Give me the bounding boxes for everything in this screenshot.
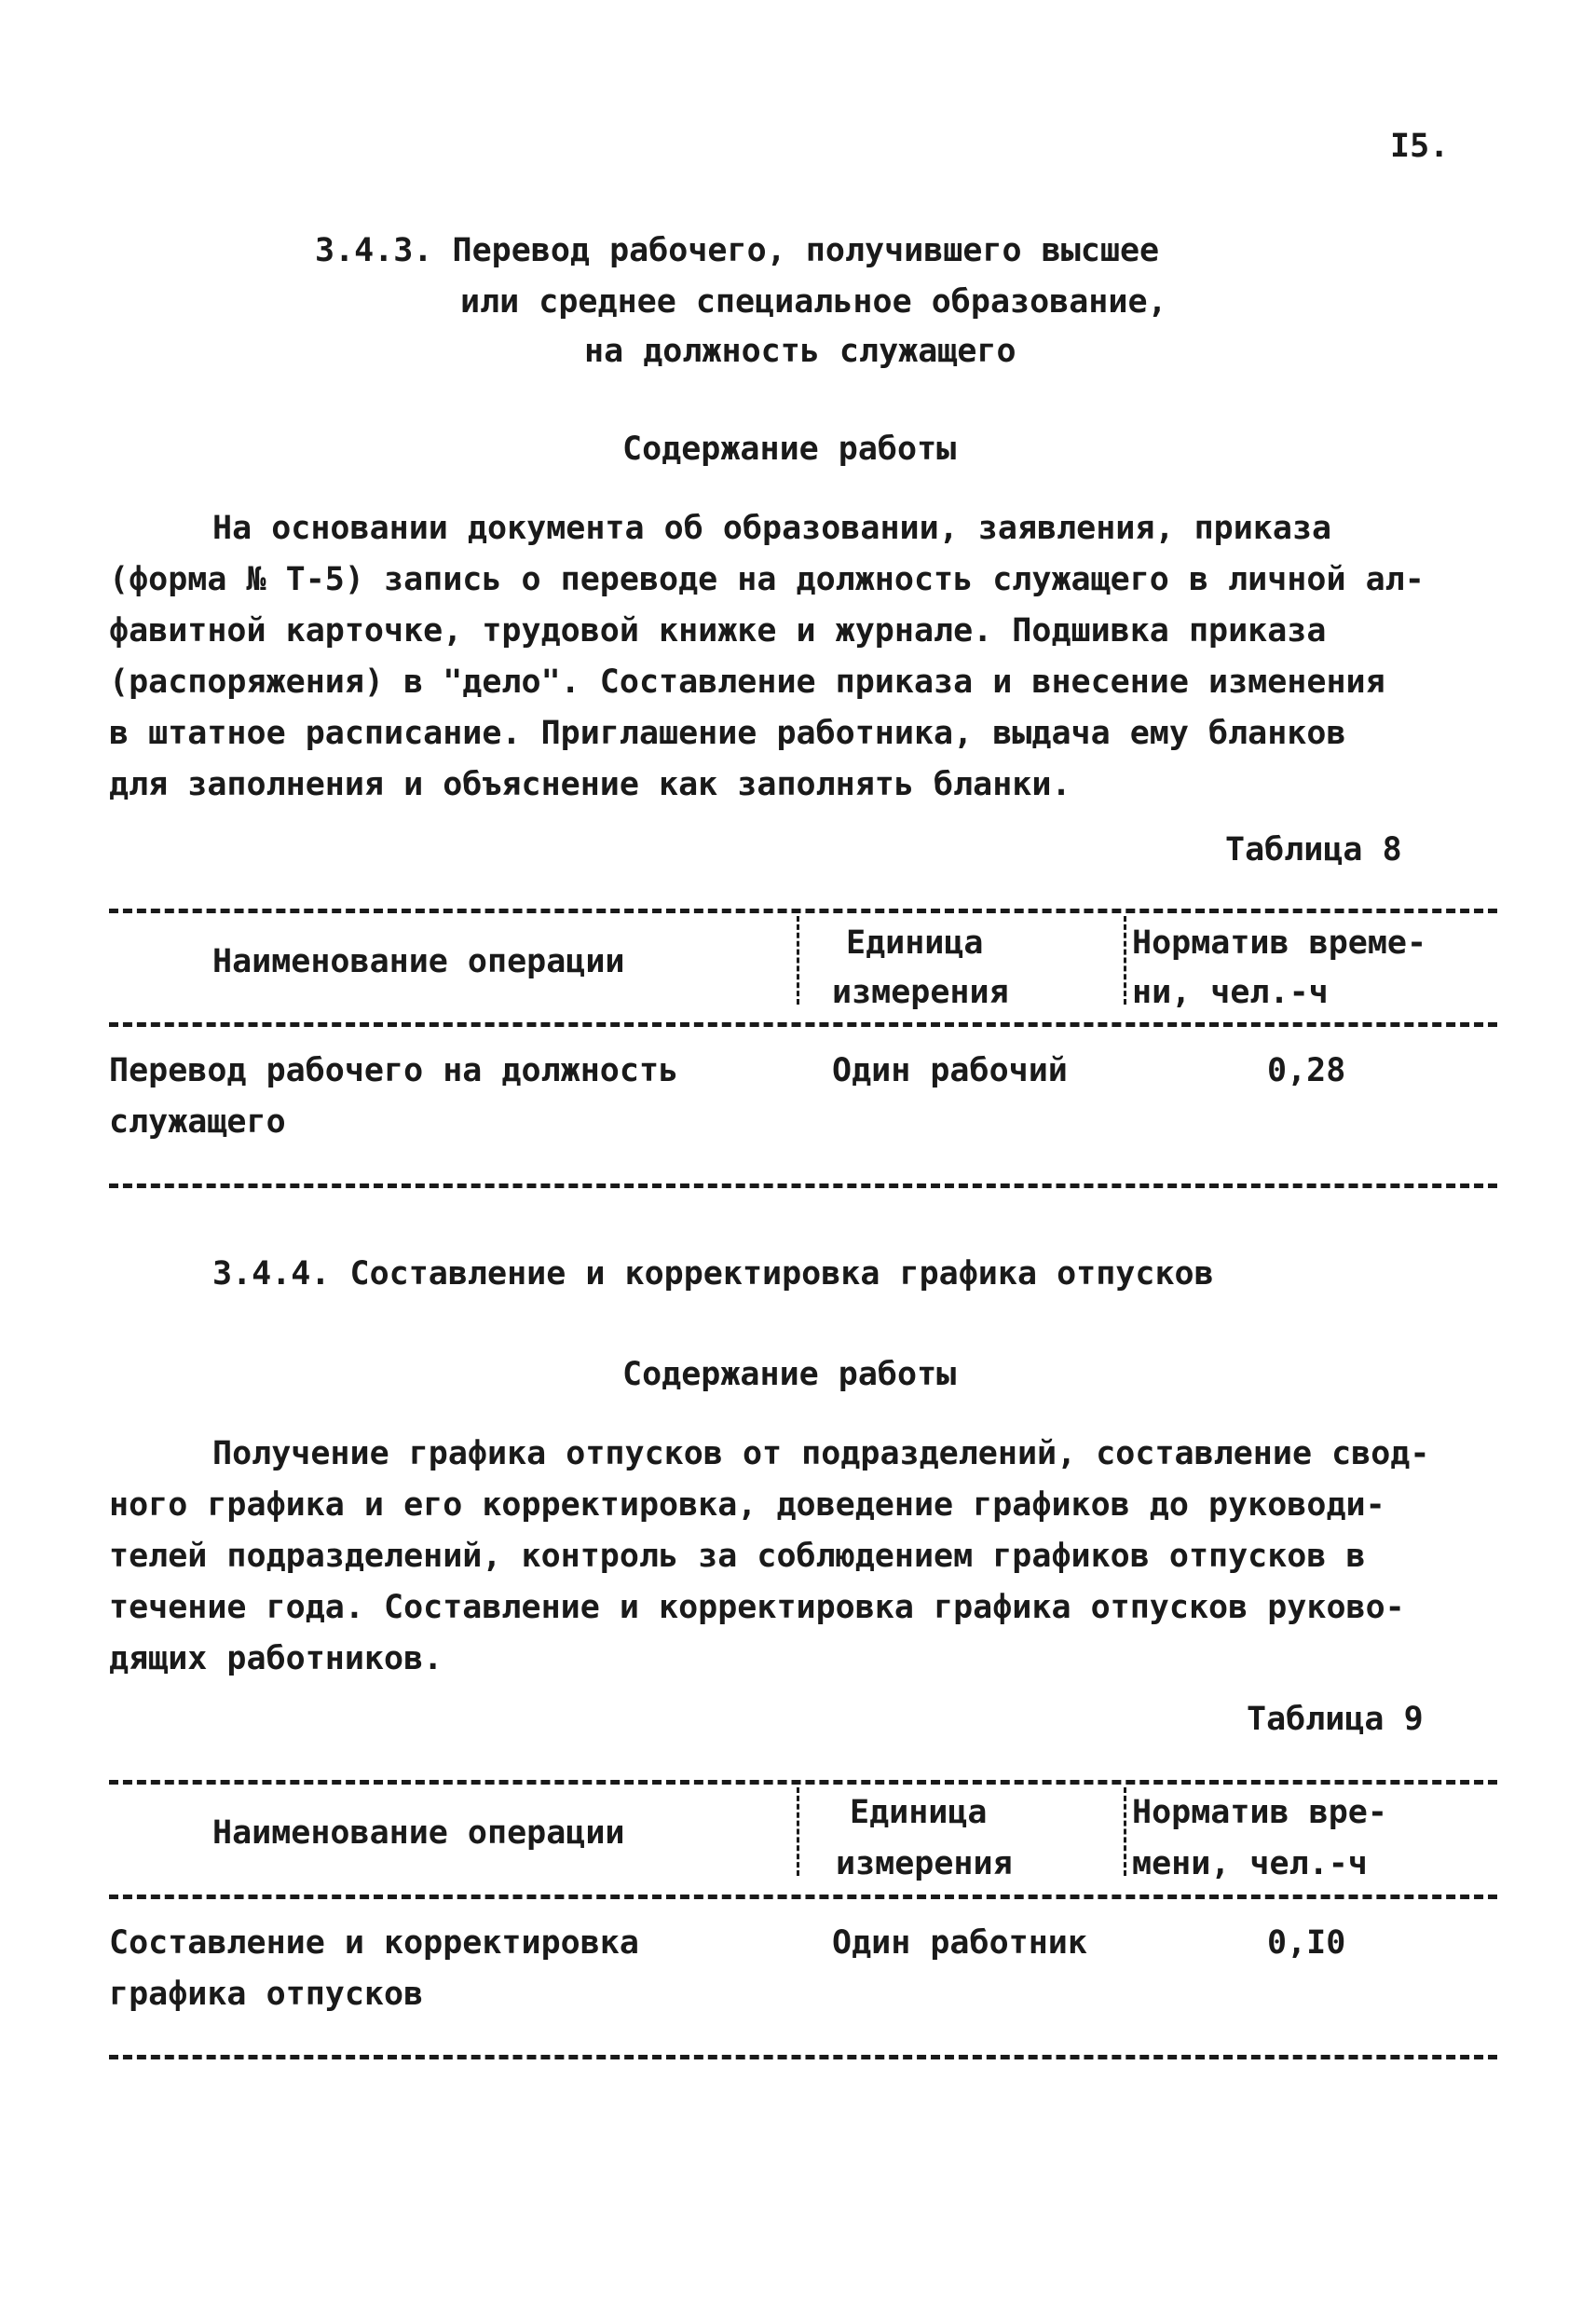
table-8-column-divider — [797, 916, 799, 1005]
table-8-row-operation-line2: служащего — [109, 1103, 286, 1141]
section-344-paragraph-line: ного графика и его корректировка, доведение графиков до руководи- — [109, 1486, 1385, 1524]
table-8-header-unit-line2: измерения — [832, 974, 1009, 1011]
table-8-column-divider — [1124, 916, 1126, 1005]
section-344-paragraph-line: телей подразделений, контроль за соблюдением графиков отпусков в — [109, 1538, 1366, 1575]
table-9-header-unit-line2: измерения — [836, 1845, 1013, 1882]
section-343-paragraph-line: в штатное расписание. Приглашение работника, выдача ему бланков — [109, 715, 1346, 752]
table-9-header-operation: Наименование операции — [212, 1814, 625, 1852]
section-343-heading-line2: или среднее специальное образование, — [460, 283, 1167, 321]
table-9-row-unit: Один работник — [832, 1924, 1087, 1962]
page-number: I5. — [1390, 128, 1450, 165]
table-8-label: Таблица 8 — [1225, 831, 1402, 869]
table-9-row-operation-line2: графика отпусков — [109, 1976, 424, 2013]
section-343-paragraph-line: (форма № Т-5) запись о переводе на должность служащего в личной ал- — [109, 561, 1425, 598]
table-9-column-divider — [1124, 1787, 1126, 1876]
table-9-label: Таблица 9 — [1247, 1701, 1424, 1738]
section-343-paragraph-line: для заполнения и объяснение как заполнять бланки. — [109, 766, 1071, 803]
table-8-header-norm-line2: ни, чел.-ч — [1132, 974, 1329, 1011]
section-344-paragraph-line: Получение графика отпусков от подразделений, составление свод- — [212, 1435, 1430, 1472]
section-343-paragraph-line: фавитной карточке, трудовой книжке и журнале. Подшивка приказа — [109, 612, 1327, 650]
section-344-paragraph-line: течение года. Составление и корректировка графика отпусков руково- — [109, 1589, 1405, 1626]
section-343-subheading: Содержание работы — [622, 431, 957, 468]
section-344-subheading: Содержание работы — [622, 1356, 957, 1393]
table-8-header-rule — [109, 1022, 1497, 1027]
section-343-paragraph-line: (распоряжения) в "дело". Составление приказа и внесение изменения — [109, 664, 1385, 701]
section-344-heading: 3.4.4. Составление и корректировка графика отпусков — [212, 1255, 1214, 1293]
table-8-header-unit-line1: Единица — [846, 924, 984, 962]
section-343-heading-line3: на должность служащего — [584, 333, 1016, 370]
table-9-header-unit-line1: Единица — [850, 1794, 988, 1831]
table-9-column-divider — [797, 1787, 799, 1876]
table-9-bottom-rule — [109, 2055, 1497, 2059]
table-9-header-norm-line2: мени, чел.-ч — [1132, 1845, 1368, 1882]
table-9-row-norm: 0,I0 — [1267, 1924, 1346, 1962]
table-9-row-operation-line1: Составление и корректировка — [109, 1924, 639, 1962]
table-8-row-unit: Один рабочий — [832, 1052, 1068, 1089]
table-9-top-rule — [109, 1780, 1497, 1785]
table-8-top-rule — [109, 909, 1497, 913]
section-343-paragraph-line: На основании документа об образовании, заявления, приказа — [212, 510, 1332, 547]
table-9-header-rule — [109, 1895, 1497, 1899]
section-343-heading-line1: 3.4.3. Перевод рабочего, получившего высшее — [315, 232, 1160, 269]
table-8-header-operation: Наименование операции — [212, 943, 625, 980]
table-8-bottom-rule — [109, 1183, 1497, 1188]
table-8-header-norm-line1: Норматив време- — [1132, 924, 1427, 962]
table-9-header-norm-line1: Норматив вре- — [1132, 1794, 1387, 1831]
section-344-paragraph-line: дящих работников. — [109, 1640, 443, 1677]
table-8-row-norm: 0,28 — [1267, 1052, 1346, 1089]
table-8-row-operation-line1: Перевод рабочего на должность — [109, 1052, 679, 1089]
